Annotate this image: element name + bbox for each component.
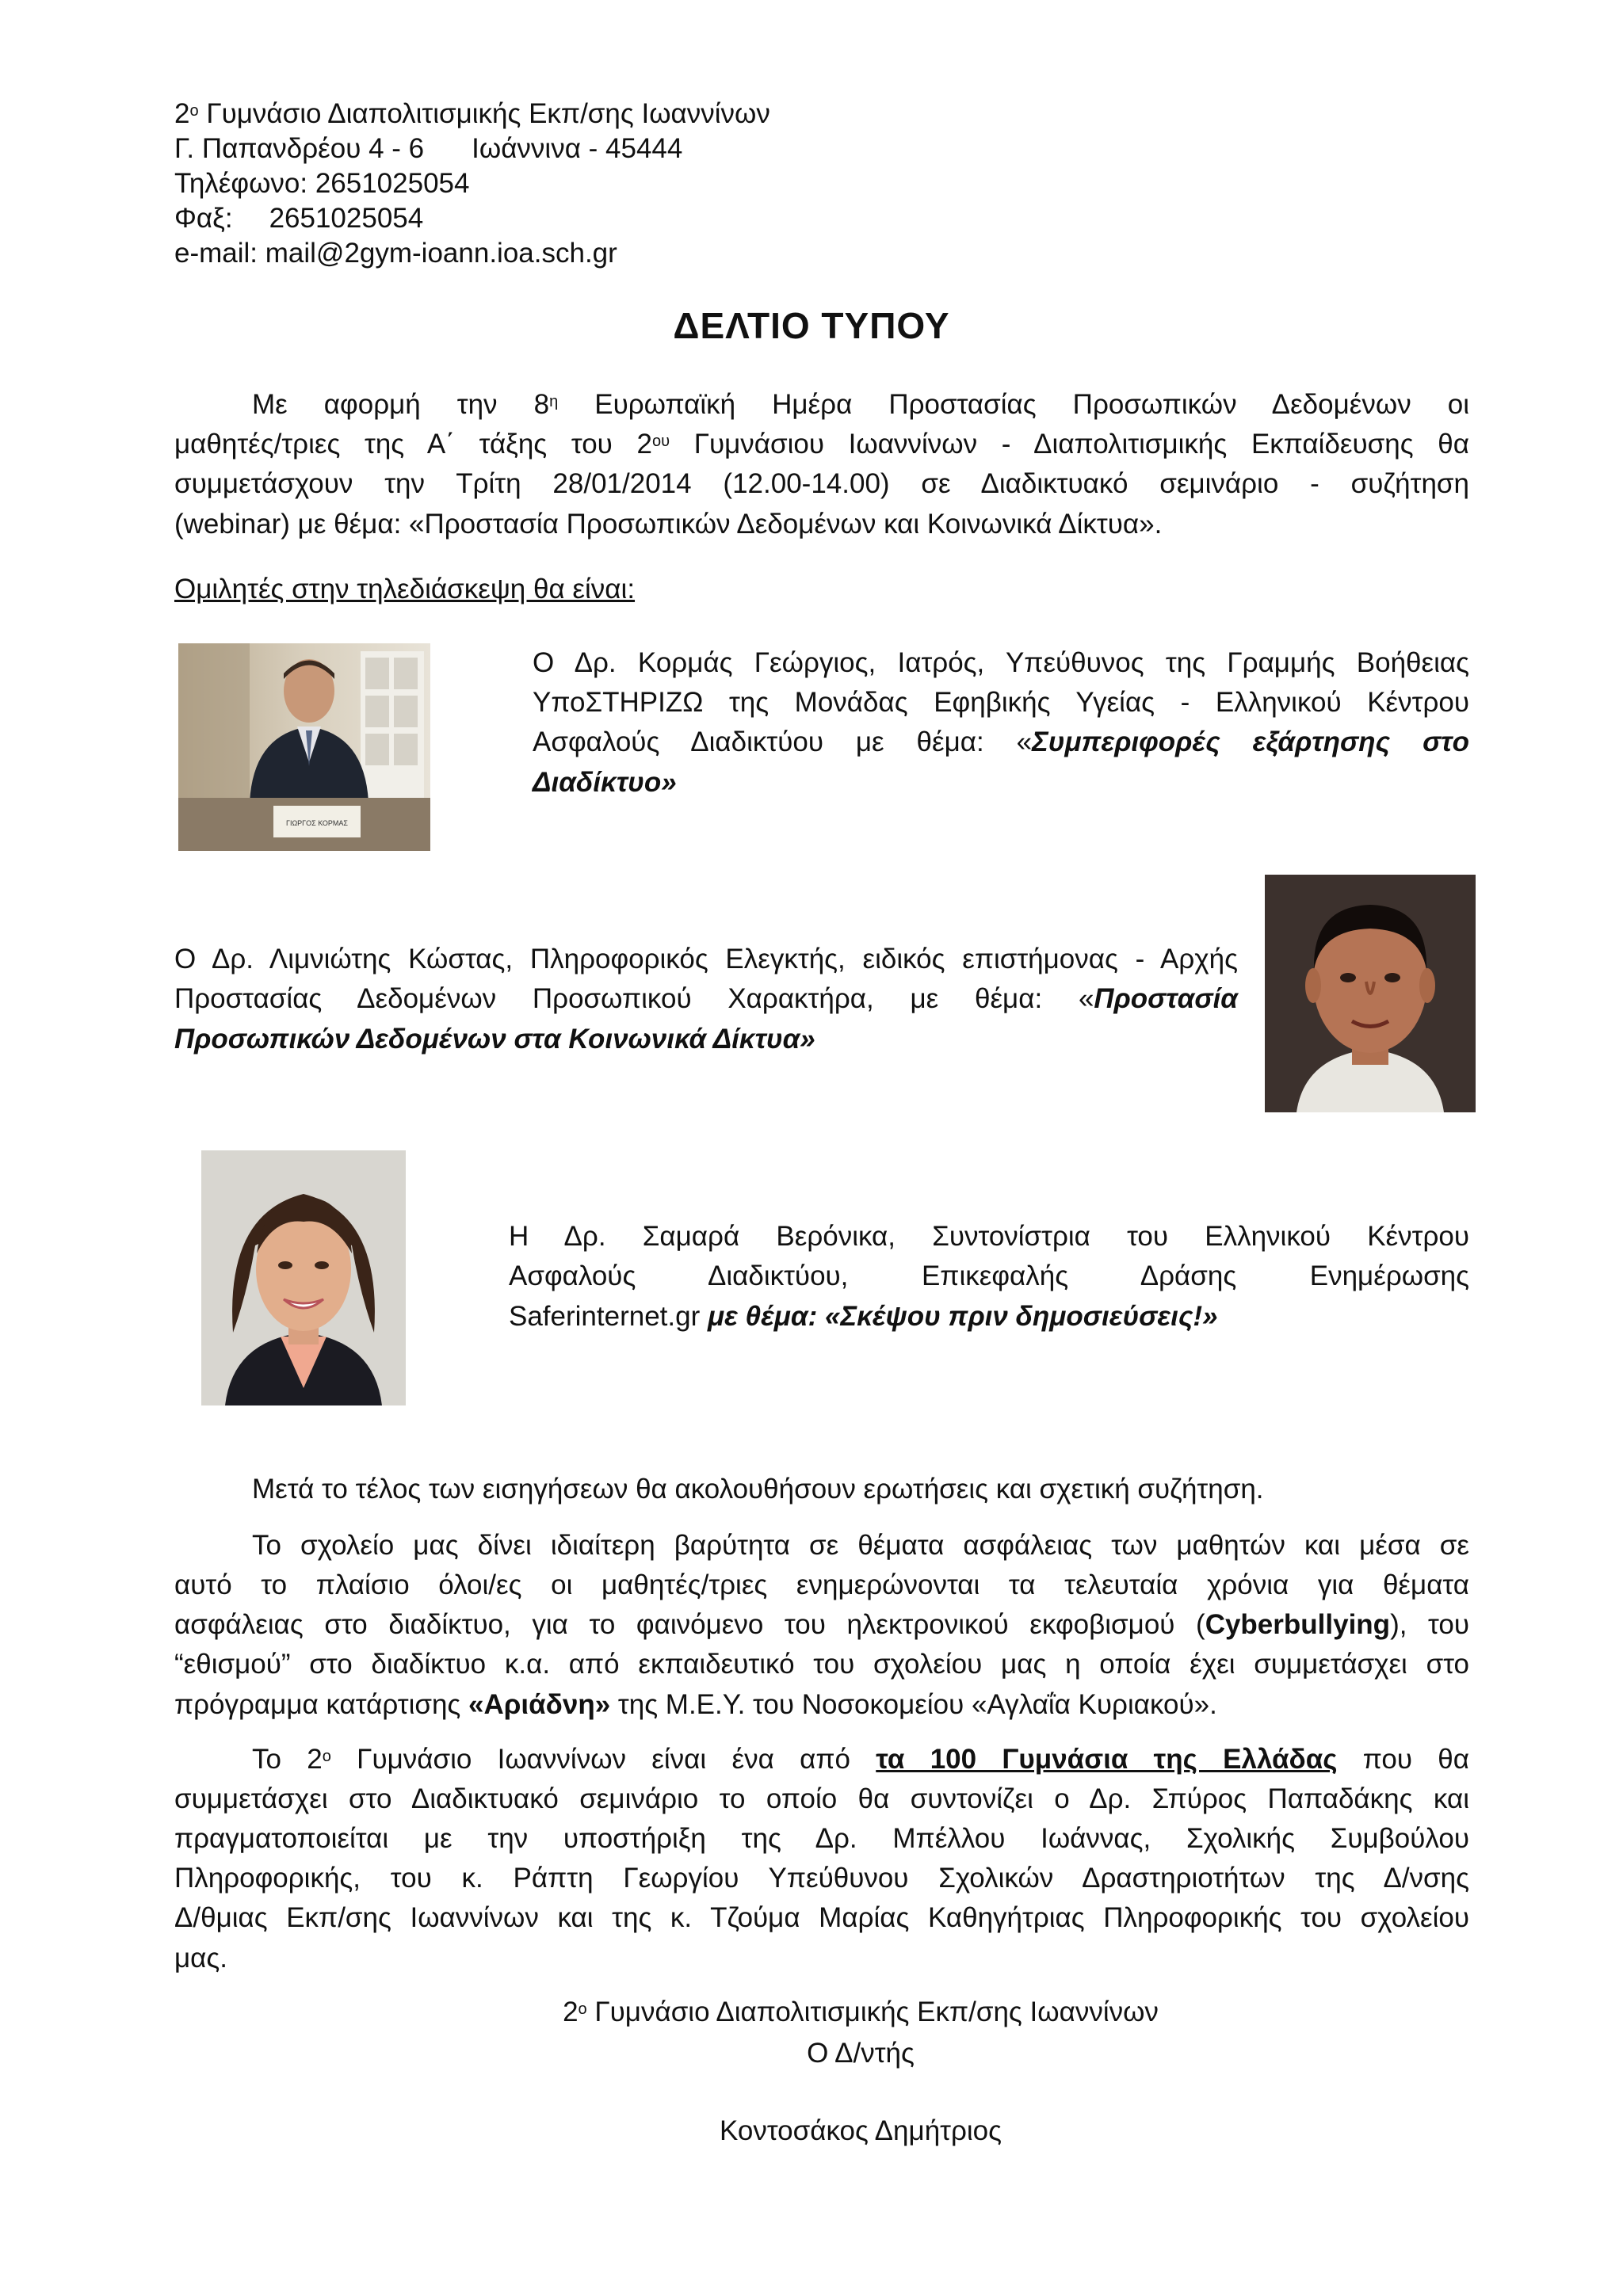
para3-line-5: Δ/θμιας Εκπ/σης Ιωαννίνων και της κ. Τζούμα Μαρίας Καθηγήτριας Πληροφορικής του σχολείου xyxy=(174,1902,1469,1933)
page-title: ΔΕΛΤΙΟ ΤΥΠΟΥ xyxy=(673,305,950,346)
para2-line-4: “εθισμού” στο διαδίκτυο κ.α. από εκπαιδευτικό του σχολείου μας η οποία έχει συμμετάσχει στο xyxy=(174,1649,1469,1680)
speaker2-photo xyxy=(1265,875,1476,1112)
para2-line-1: Το σχολείο μας δίνει ιδιαίτερη βαρύτητα σε θέματα ασφάλειας των μαθητών και μέσα σε xyxy=(252,1530,1469,1561)
speaker1-line-4: Διαδίκτυο» xyxy=(533,767,677,798)
after-talks-text: Μετά το τέλος των εισηγήσεων θα ακολουθήσουν ερωτήσεις και σχετική συζήτηση. xyxy=(252,1474,1264,1505)
signature-school: $2^o$ Γυμνάσιο Διαπολιτισμικής Εκπ/σης Ιωαννίνων xyxy=(563,1997,1159,2027)
para3-line-3: πραγματοποιείται με την υποστήριξη της Δρ. Μπέλλου Ιωάννας, Σχολικής Συμβούλου xyxy=(174,1823,1469,1854)
speaker1-line-2: ΥποΣΤΗΡΙΖΩ της Μονάδας Εφηβικής Υγείας - Ελληνικού Κέντρου xyxy=(533,687,1469,718)
para2-line-5: πρόγραμμα κατάρτισης «Αριάδνη» της Μ.Ε.Υ. του Νοσοκομείου «Αγλαΐα Κυριακού». xyxy=(174,1689,1217,1720)
speaker3-photo xyxy=(201,1150,406,1405)
intro-line-1: Με αφορμή την $8^\eta$ Ευρωπαϊκή Ημέρα Προστασίας Προσωπικών Δεδομένων οι xyxy=(252,389,1469,420)
intro-line-4: (webinar) με θέμα: «Προστασία Προσωπικών Δεδομένων και Κοινωνικά Δίκτυα». xyxy=(174,509,1163,540)
school-address: Γ. Παπανδρέου 4 - 6 Ιωάννινα - 45444 xyxy=(174,133,683,164)
signature-name: Κοντοσάκος Δημήτριος xyxy=(719,2115,1002,2146)
intro-line-2: μαθητές/τριες της Α΄ τάξης του $2^{o\upsilon}$ Γυμνάσιου Ιωαννίνων - Διαπολιτισμικής Εκπαίδευσης θα xyxy=(174,429,1469,460)
speaker3-line-1: Η Δρ. Σαμαρά Βερόνικα, Συντονίστρια του Ελληνικού Κέντρου xyxy=(509,1221,1469,1252)
speakers-heading: Ομιλητές στην τηλεδιάσκεψη θα είναι: xyxy=(174,574,636,605)
school-name: 2$^o$ Γυμνάσιο Διαπολιτισμικής Εκπ/σης Ιωαννίνων xyxy=(174,98,770,129)
para3-line-4: Πληροφορικής, του κ. Ράπτη Γεωργίου Υπεύθυνου Σχολικών Δραστηριοτήτων της Δ/νσης xyxy=(174,1863,1469,1894)
signature-role: Ο Δ/ντής xyxy=(807,2038,915,2069)
speaker2-line-3: Προσωπικών Δεδομένων στα Κοινωνικά Δίκτυα» xyxy=(174,1024,815,1055)
para3-line-1: Το $2^o$ Γυμνάσιο Ιωαννίνων είναι ένα από τα 100 Γυμνάσια της Ελλάδας που θα xyxy=(252,1744,1470,1775)
speaker2-line-2: Προστασίας Δεδομένων Προσωπικού Χαρακτήρα, με θέμα: «Προστασία xyxy=(174,983,1238,1014)
school-phone: Τηλέφωνο: 2651025054 xyxy=(174,168,470,199)
speaker1-line-1: Ο Δρ. Κορμάς Γεώργιος, Ιατρός, Υπεύθυνος της Γραμμής Βοήθειας xyxy=(533,647,1469,678)
speaker1-photo xyxy=(178,643,430,851)
para2-line-2: αυτό το πλαίσιο όλοι/ες οι μαθητές/τριες ενημερώνονται τα τελευταία χρόνια για θέματα xyxy=(174,1569,1469,1600)
speaker3-line-2: Ασφαλούς Διαδικτύου, Επικεφαλής Δράσης Ενημέρωσης xyxy=(509,1261,1469,1291)
speaker2-line-1: Ο Δρ. Λιμνιώτης Κώστας, Πληροφορικός Ελεγκτής, ειδικός επιστήμονας - Αρχής xyxy=(174,944,1238,974)
para2-line-3: ασφάλειας στο διαδίκτυο, για το φαινόμενο του ηλεκτρονικού εκφοβισμού (Cyberbullying), του xyxy=(174,1609,1469,1640)
intro-line-3: συμμετάσχουν την Τρίτη 28/01/2014 (12.00-14.00) σε Διαδικτυακό σεμινάριο - συζήτηση xyxy=(174,468,1469,499)
school-fax: Φαξ: 2651025054 xyxy=(174,203,424,234)
speaker3-line-3: Saferinternet.gr με θέμα: «Σκέψου πριν δημοσιεύσεις!» xyxy=(509,1301,1218,1332)
nameplate-text: ΓΙΩΡΓΟΣ ΚΟΡΜΑΣ xyxy=(285,819,349,827)
school-email: e-mail: mail@2gym-ioann.ioa.sch.gr xyxy=(174,238,617,269)
para3-line-2: συμμετάσχει στο Διαδικτυακό σεμινάριο το οποίο θα συντονίζει ο Δρ. Σπύρος Παπαδάκης και xyxy=(174,1783,1469,1814)
speaker1-line-3: Ασφαλούς Διαδικτύου με θέμα: «Συμπεριφορές εξάρτησης στο xyxy=(533,727,1469,757)
para3-line-6: μας. xyxy=(174,1943,227,1974)
